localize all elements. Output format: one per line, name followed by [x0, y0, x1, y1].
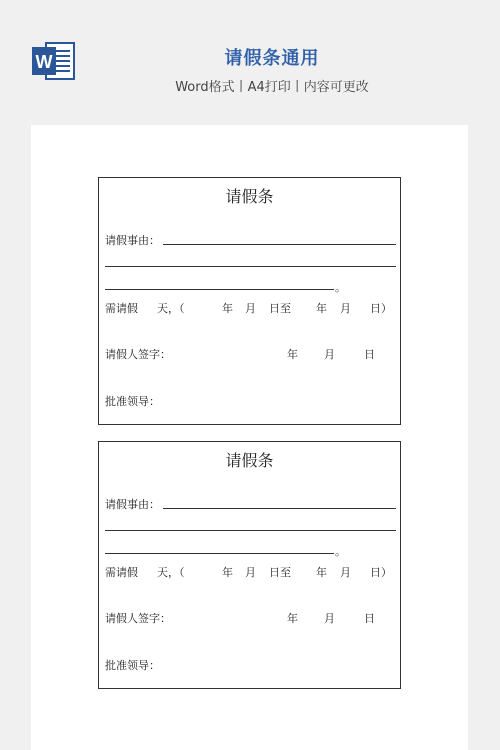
end-month: 月 — [340, 302, 351, 315]
reason-line-3[interactable] — [105, 289, 334, 290]
approver-label: 批准领导： — [105, 395, 160, 408]
start-day-to: 日至 — [269, 566, 291, 579]
reason-label: 请假事由： — [105, 234, 160, 247]
page-subtitle: Word格式丨A4打印丨内容可更改 — [175, 80, 369, 95]
end-year: 年 — [316, 302, 327, 315]
days-prefix: 需请假 — [105, 566, 138, 579]
word-logo-letter: W — [35, 52, 53, 72]
sign-day: 日 — [364, 612, 375, 625]
reason-line-2[interactable] — [105, 266, 396, 267]
sign-month: 月 — [324, 612, 335, 625]
end-day: 日） — [370, 566, 392, 579]
sign-month: 月 — [324, 348, 335, 361]
period-mark: 。 — [335, 545, 346, 558]
page-title: 请假条通用 — [224, 48, 320, 69]
signer-label: 请假人签字： — [105, 348, 171, 361]
start-year: 年 — [222, 566, 233, 579]
approver-label: 批准领导： — [105, 659, 160, 672]
leave-slip-2 — [98, 441, 401, 689]
signer-label: 请假人签字： — [105, 612, 171, 625]
days-prefix: 需请假 — [105, 302, 138, 315]
reason-label: 请假事由： — [105, 498, 160, 511]
slip-title: 请假条 — [225, 187, 274, 206]
start-month: 月 — [245, 302, 256, 315]
days-unit: 天，（ — [157, 302, 185, 315]
reason-line-1[interactable] — [163, 244, 396, 245]
start-year: 年 — [222, 302, 233, 315]
slip-title: 请假条 — [225, 451, 274, 470]
sign-year: 年 — [287, 612, 298, 625]
days-unit: 天，（ — [157, 566, 185, 579]
reason-line-1[interactable] — [163, 508, 396, 509]
start-day-to: 日至 — [269, 302, 291, 315]
end-month: 月 — [340, 566, 351, 579]
header — [0, 0, 500, 125]
sign-day: 日 — [364, 348, 375, 361]
sign-year: 年 — [287, 348, 298, 361]
end-day: 日） — [370, 302, 392, 315]
reason-line-3[interactable] — [105, 553, 334, 554]
end-year: 年 — [316, 566, 327, 579]
period-mark: 。 — [335, 281, 346, 294]
start-month: 月 — [245, 566, 256, 579]
reason-line-2[interactable] — [105, 530, 396, 531]
leave-slip-1 — [98, 177, 401, 425]
